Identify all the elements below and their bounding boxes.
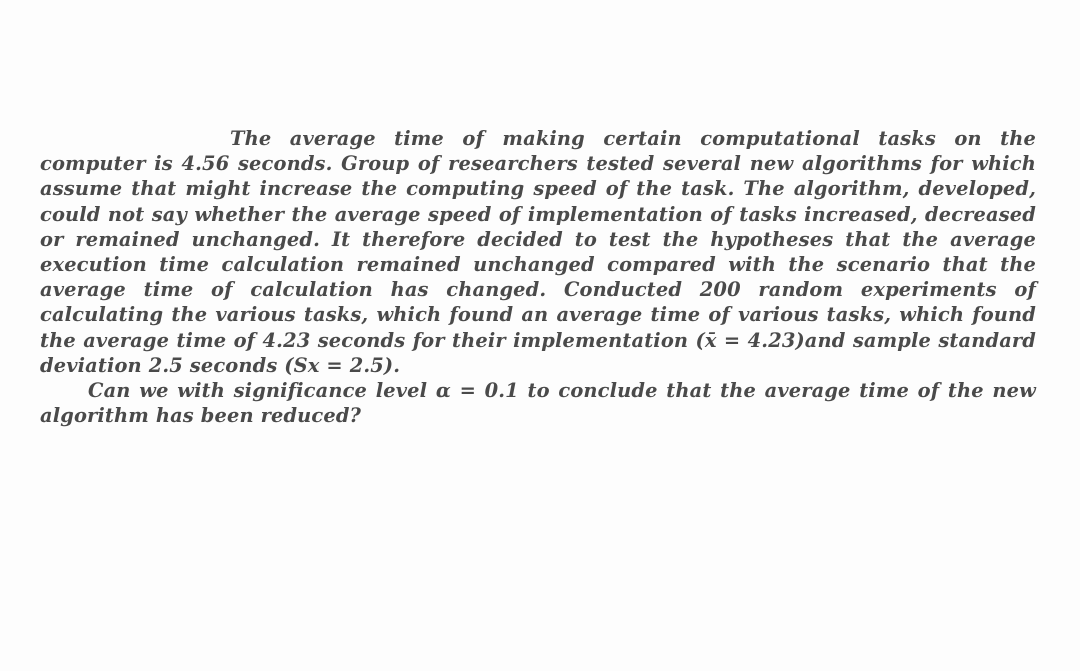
problem-statement <box>40 126 1036 428</box>
question-paragraph: Can we with significance level α = 0.1 to conclude that the average time of the new algorithm has been reduced? <box>40 379 1036 428</box>
problem-paragraph: The average time of making certain computational tasks on the computer is 4.56 seconds. Group of researchers tested several new algorithms for which assume that might increase the computing speed of the task. The algorithm, developed, could not say whether the average speed of implementation of tasks increased, decreased or remained unchanged. It therefore decided to test the hypotheses that the average execution time calculation remained unchanged compared with the scenario that the average time of calculation has changed. Conducted 200 random experiments of calculating the various tasks, which found an average time of various tasks, which found the average time of 4.23 seconds for their implementation (x̄ = 4.23)and sample standard deviation 2.5 seconds (Sx = 2.5). <box>40 127 1036 377</box>
